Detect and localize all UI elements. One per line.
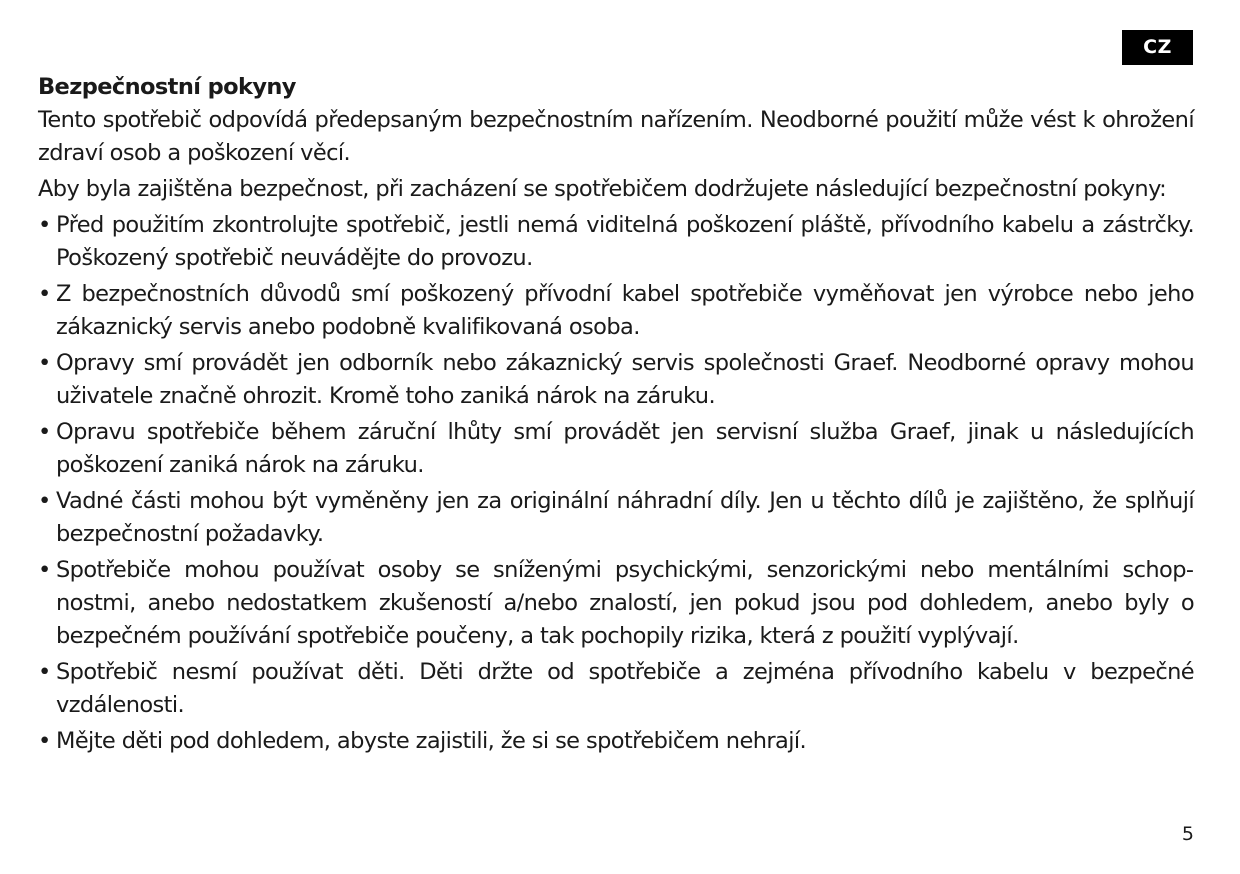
list-item — [38, 656, 1194, 722]
intro-paragraph: Aby byla zajištěna bezpečnost, při zacházení se spotřebičem dodržujete následující bezpečnostní pokyny: — [38, 176, 1167, 202]
language-tab: CZ — [1122, 30, 1193, 65]
list-item-text: Vadné části mohou být vyměněny jen za originální náhradní díly. Jen u těchto dílů je zajištěno, že splňují bezpečnostní požadavky. — [56, 488, 1194, 547]
bullet-icon: • — [38, 557, 51, 583]
bullet-icon: • — [38, 419, 51, 445]
list-item-text: Před použitím zkontrolujte spotřebič, jestli nemá viditelná poškození pláště, přívodního kabelu a zástrčky. Poškozený spotřebič neuvádějte do provozu. — [56, 212, 1194, 271]
list-item-text: Spotřebič nesmí používat děti. Děti držte od spotřebiče a zejména přívodního kabelu v bezpečné vzdálenosti. — [56, 659, 1194, 718]
section-heading: Bezpečnostní pokyny — [38, 74, 296, 100]
list-item — [38, 347, 1194, 413]
list-item — [38, 554, 1194, 653]
document-body — [38, 71, 1194, 761]
bullet-icon: • — [38, 659, 51, 685]
bullet-icon: • — [38, 281, 51, 307]
bullet-icon: • — [38, 488, 51, 514]
bullet-icon: • — [38, 212, 51, 238]
list-item-text: Spotřebiče mohou používat osoby se sníženými psychickými, senzorickými nebo mentálními schopnostmi, anebo nedostatkem zkušeností a/nebo znalostí, jen pokud jsou pod dohledem, anebo byly o bezpečném používání spotřebiče poučeny, a tak pochopily rizika, která z použití vyplývají. — [56, 557, 1194, 649]
list-item-text: Mějte děti pod dohledem, abyste zajistili, že si se spotřebičem nehrají. — [56, 728, 807, 754]
list-item-text: Opravy smí provádět jen odborník nebo zákaznický servis společnosti Graef. Neodborné opravy mohou uživatele značně ohrozit. Kromě toho zaniká nárok na záruku. — [56, 350, 1194, 409]
list-item — [38, 416, 1194, 482]
list-item-text: Z bezpečnostních důvodů smí poškozený přívodní kabel spotřebiče vyměňovat jen výrobce nebo jeho zákaznický servis anebo podobně kvalifikovaná osoba. — [56, 281, 1194, 340]
intro-paragraph: Tento spotřebič odpovídá předepsaným bezpečnostním nařízením. Neodborné použití může vést k ohrožení zdraví osob a poškození věcí. — [38, 107, 1194, 166]
safety-instructions-list — [38, 209, 1194, 758]
bullet-icon: • — [38, 728, 51, 754]
bullet-icon: • — [38, 350, 51, 376]
list-item — [38, 485, 1194, 551]
list-item — [38, 209, 1194, 275]
list-item — [38, 278, 1194, 344]
page-number: 5 — [1181, 823, 1194, 845]
list-item-text: Opravu spotřebiče během záruční lhůty smí provádět jen servisní služba Graef, jinak u následujících poškození zaniká nárok na záruku. — [56, 419, 1194, 478]
list-item — [38, 725, 1194, 758]
